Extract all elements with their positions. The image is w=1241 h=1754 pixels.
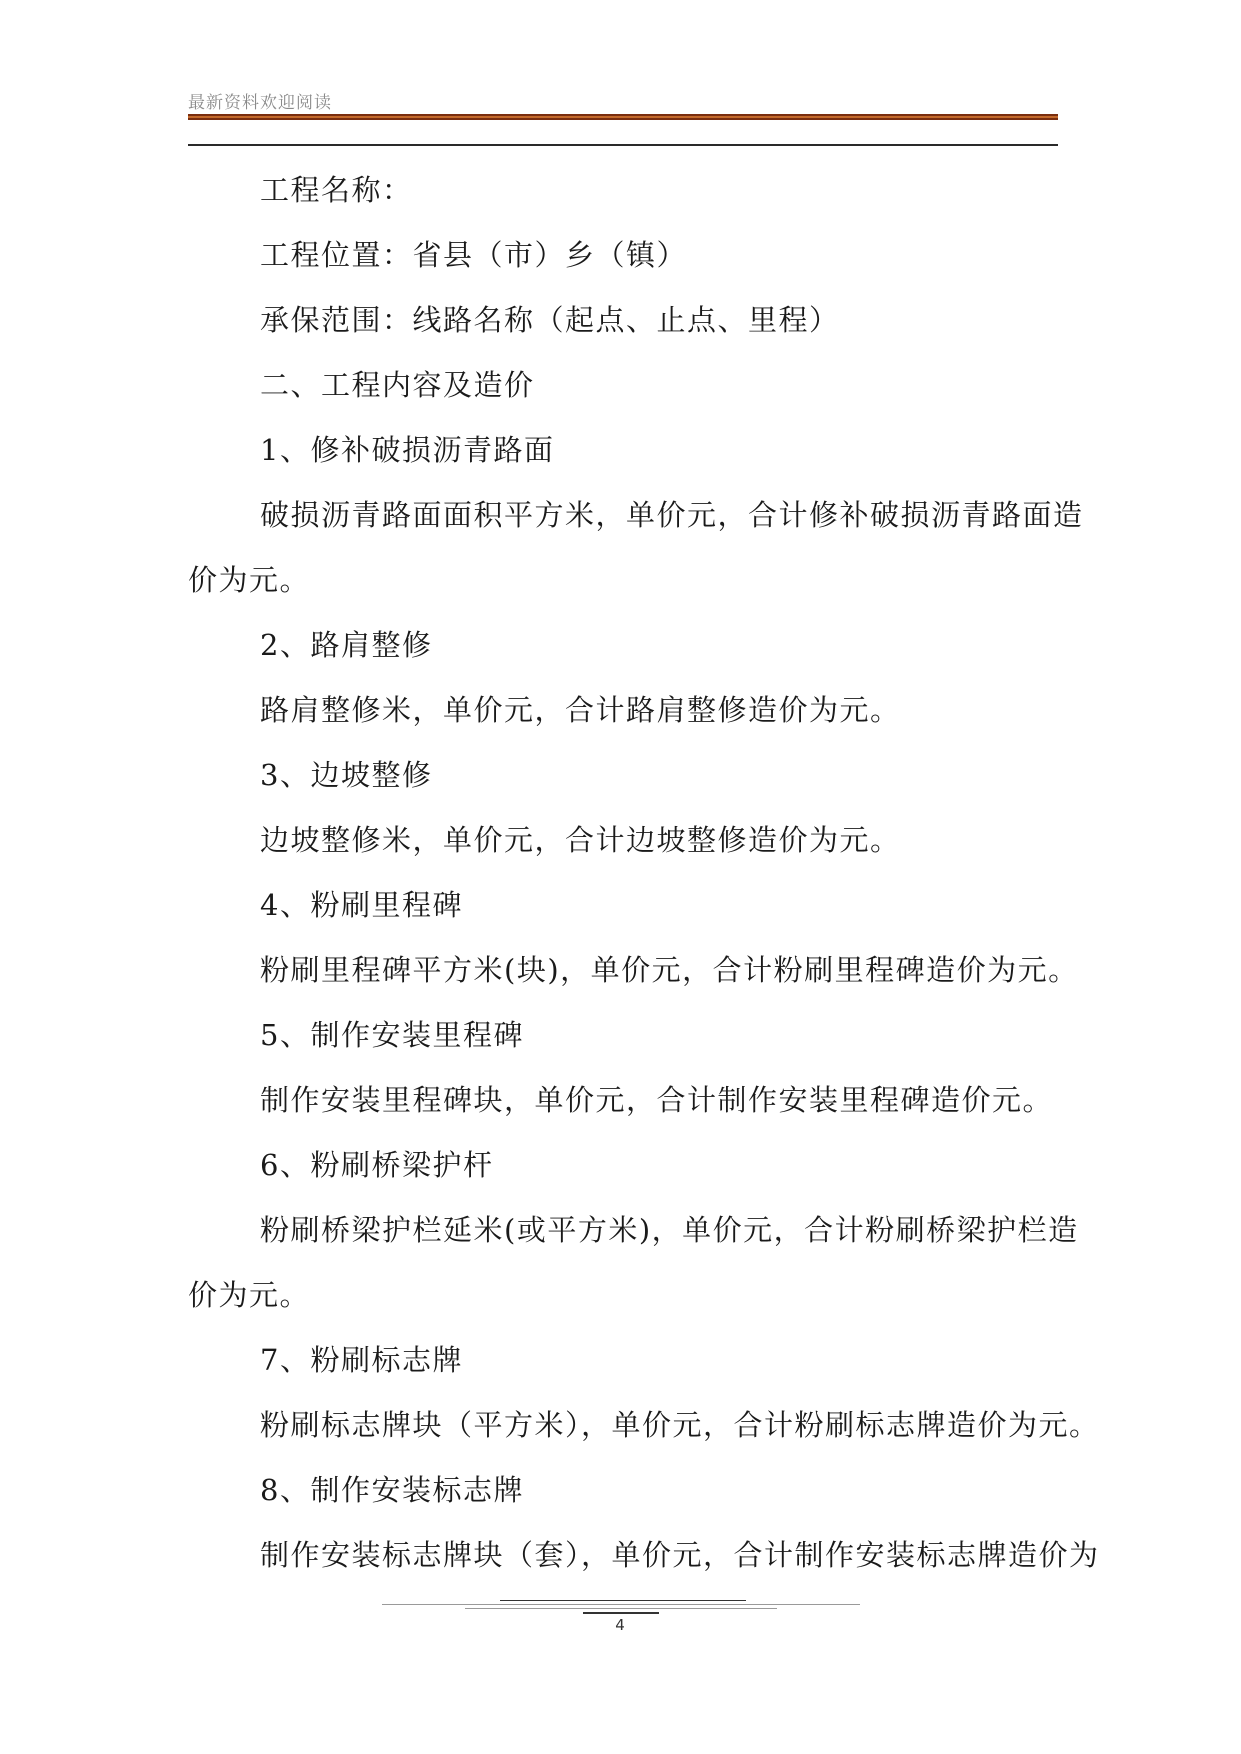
- footer-rule-short: [583, 1612, 659, 1614]
- item-body-2: 路肩整修米，单价元，合计路肩整修造价为元。: [260, 693, 901, 727]
- field-project-name: 工程名称：: [260, 173, 413, 207]
- item-body-7: 粉刷标志牌块（平方米），单价元，合计粉刷标志牌造价为元。: [260, 1408, 1100, 1442]
- header-rule-decorative: [188, 114, 1058, 120]
- item-heading-7: 7、粉刷标志牌: [260, 1343, 463, 1377]
- footer-rule-wide: [382, 1604, 860, 1605]
- item-body-6: 粉刷桥梁护栏延米(或平方米)，单价元，合计粉刷桥梁护栏造: [260, 1213, 1079, 1247]
- item-heading-6: 6、粉刷桥梁护杆: [260, 1148, 494, 1182]
- item-heading-3: 3、边坡整修: [260, 758, 433, 792]
- page-header-title: 最新资料欢迎阅读: [188, 93, 332, 113]
- item-heading-4: 4、粉刷里程碑: [260, 888, 463, 922]
- document-body: [188, 158, 1100, 1588]
- header-rule-thin: [188, 144, 1058, 146]
- item-body-5: 制作安装里程碑块，单价元，合计制作安装里程碑造价元。: [260, 1083, 1054, 1117]
- footer-rule-upper: [500, 1600, 746, 1601]
- item-body-8: 制作安装标志牌块（套），单价元，合计制作安装标志牌造价为: [260, 1538, 1100, 1572]
- field-coverage-scope: 承保范围：线路名称（起点、止点、里程）: [260, 303, 840, 337]
- field-project-location: 工程位置：省县（市）乡（镇）: [260, 238, 688, 272]
- page-number: 4: [615, 1616, 625, 1634]
- item-body-1-continued: 价为元。: [188, 563, 311, 597]
- item-heading-5: 5、制作安装里程碑: [260, 1018, 524, 1052]
- item-heading-2: 2、路肩整修: [260, 628, 433, 662]
- item-body-6-continued: 价为元。: [188, 1278, 311, 1312]
- item-heading-1: 1、修补破损沥青路面: [260, 433, 555, 467]
- item-heading-8: 8、制作安装标志牌: [260, 1473, 524, 1507]
- section-heading-content-cost: 二、工程内容及造价: [260, 368, 535, 402]
- item-body-1: 破损沥青路面面积平方米，单价元，合计修补破损沥青路面造: [260, 498, 1084, 532]
- item-body-3: 边坡整修米，单价元，合计边坡整修造价为元。: [260, 823, 901, 857]
- footer-rule-middle: [465, 1608, 777, 1609]
- item-body-4: 粉刷里程碑平方米(块)，单价元，合计粉刷里程碑造价为元。: [260, 953, 1079, 987]
